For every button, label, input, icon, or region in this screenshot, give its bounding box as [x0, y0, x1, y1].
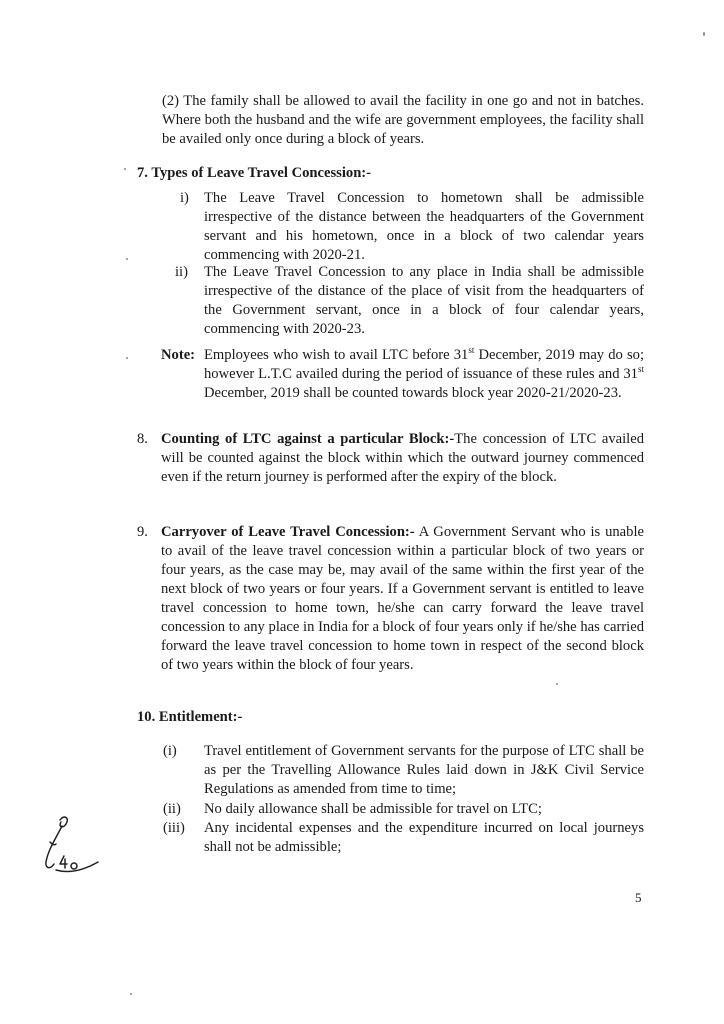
item-text: Travel entitlement of Government servants for the purpose of LTC shall be as per the Travelling Allowance Rules laid down in J&K Civil Service Regulations as amended from time to time; — [204, 743, 644, 797]
section-number: 8. — [137, 431, 148, 447]
section-7-item-1 — [180, 189, 644, 265]
section-10-heading: 10. Entitlement:- — [137, 709, 243, 725]
section-10-item-1 — [163, 742, 644, 799]
section-10-item-2 — [163, 800, 644, 819]
item-marker: i) — [180, 190, 189, 206]
scan-speck — [556, 683, 558, 685]
scan-speck — [126, 258, 128, 260]
section-8-text: Counting of LTC against a particular Block:-The concession of LTC availed will be counted against the block within which the outward journey commenced even if the return journey is performed after the expiry of the block. — [161, 431, 644, 485]
item-text: Any incidental expenses and the expenditure incurred on local journeys shall not be admissible; — [204, 820, 644, 855]
scan-speck — [703, 32, 705, 36]
section-7-item-2 — [175, 263, 644, 339]
note-text: Employees who wish to avail LTC before 31st December, 2019 may do so; however L.T.C availed during the period of issuance of these rules and 31st December, 2019 shall be counted towards block year 2020-21/2020-23. — [204, 345, 644, 401]
handwritten-signature — [36, 812, 106, 882]
note-block — [161, 346, 644, 403]
item-text: The Leave Travel Concession to hometown shall be admissible irrespective of the distance between the headquarters of the Government servant and his hometown, once in a block of two calendar years commencing with 2020-21. — [204, 190, 644, 263]
note-label: Note: — [161, 347, 196, 363]
section-10-item-3 — [163, 819, 644, 857]
section-9 — [137, 523, 644, 675]
scan-speck — [124, 168, 126, 170]
page-number: 5 — [635, 890, 642, 905]
section-7-heading: 7. Types of Leave Travel Concession:- — [137, 165, 372, 181]
item-marker: (iii) — [163, 820, 185, 836]
section-number: 9. — [137, 524, 148, 540]
family-facility-paragraph: (2) The family shall be allowed to avail the facility in one go and not in batches. Where both the husband and the wife are government employees, the facility shall be availed only once during a block of years. — [162, 93, 644, 147]
section-9-text: Carryover of Leave Travel Concession:- A Government Servant who is unable to avail of the leave travel concession within a particular block of two years or four years, as the case may be, may avail of the same within the first year of the next block of two years or four years. If a Government servant is entitled to leave travel concession to home town, he/she can carry forward the leave travel concession to any place in India for a block of four years only if he/she has carried forward the leave travel concession to home town in respect of the second block of two years within the block of four years. — [161, 524, 644, 673]
scan-speck — [126, 357, 128, 359]
item-text: No daily allowance shall be admissible for travel on LTC; — [204, 801, 542, 817]
section-8-heading: Counting of LTC against a particular Block:- — [161, 431, 455, 447]
scan-speck — [130, 993, 132, 995]
item-marker: ii) — [175, 264, 188, 280]
item-marker: (ii) — [163, 801, 181, 817]
section-9-heading: Carryover of Leave Travel Concession:- — [161, 524, 415, 540]
item-marker: (i) — [163, 743, 177, 759]
section-8 — [137, 430, 644, 487]
item-text: The Leave Travel Concession to any place in India shall be admissible irrespective of the distance of the place of visit from the headquarters of the Government servant, once in a block of four calendar years, commencing with 2020-23. — [204, 264, 644, 337]
